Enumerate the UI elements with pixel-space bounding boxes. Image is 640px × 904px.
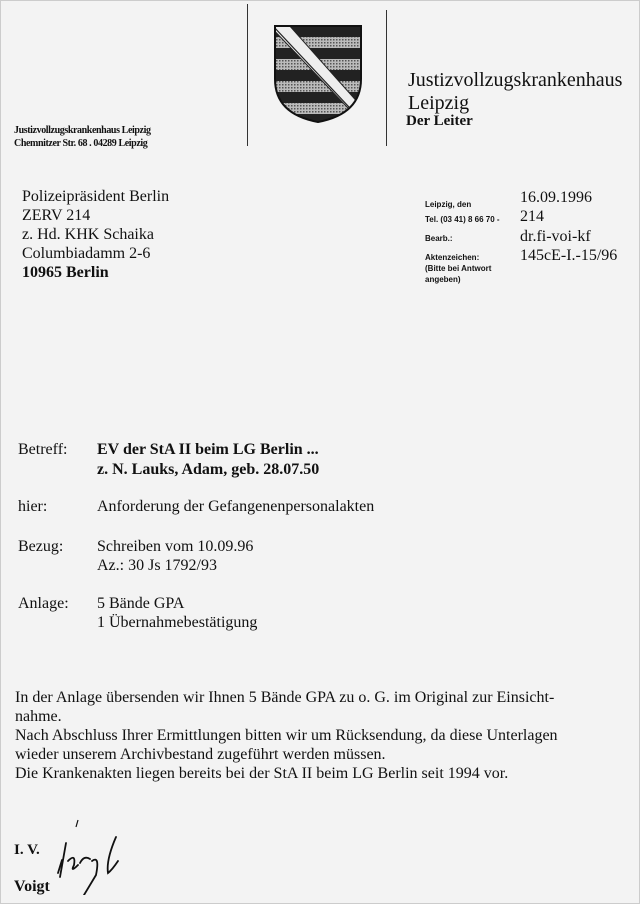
betreff-label: Betreff: [18, 441, 68, 458]
body-line: Die Krankenakten liegen bereits bei der StA II beim LG Berlin seit 1994 vor. [15, 765, 509, 782]
handwritten-signature [40, 815, 130, 895]
betreff-line-2: z. N. Lauks, Adam, geb. 28.07.50 [97, 461, 320, 478]
meta-value-phone-ext: 214 [520, 208, 544, 225]
meta-label: Aktenzeichen: [425, 253, 480, 262]
recipient-line: Polizeipräsident Berlin [22, 188, 170, 205]
body-line: wieder unserem Archivbestand zugeführt werden müssen. [15, 746, 386, 763]
betreff-line-1: EV der StA II beim LG Berlin ... [97, 441, 319, 458]
letter-body [15, 688, 558, 783]
meta-label: Tel. (03 41) 8 66 70 - [425, 215, 500, 224]
body-line: Nach Abschluss Ihrer Ermittlungen bitten wir um Rücksendung, da diese Unterlagen [15, 727, 558, 744]
meta-value-date: 16.09.1996 [520, 189, 592, 206]
institution-name: Justizvollzugskrankenhaus [408, 69, 623, 91]
anlage-line-2: 1 Übernahmebestätigung [97, 614, 258, 631]
institution-city: Leipzig [408, 92, 470, 114]
institution-role: Der Leiter [406, 113, 473, 129]
header-divider-left [247, 4, 248, 146]
signature-prefix: I. V. [14, 842, 40, 858]
meta-label: Bearb.: [425, 234, 453, 243]
recipient-line: 10965 Berlin [22, 264, 109, 281]
anlage-label: Anlage: [18, 595, 69, 612]
body-line: nahme. [15, 708, 62, 725]
recipient-line: Columbiadamm 2-6 [22, 245, 151, 262]
hier-label: hier: [18, 498, 48, 515]
body-line: In der Anlage übersenden wir Ihnen 5 Bände GPA zu o. G. im Original zur Einsicht- [15, 689, 555, 706]
header-divider-right [386, 10, 387, 146]
recipient-line: z. Hd. KHK Schaika [22, 226, 154, 243]
meta-value-clerk: dr.fi-voi-kf [520, 228, 591, 245]
anlage-line-1: 5 Bände GPA [97, 595, 185, 612]
meta-value-file-number: 145cE-I.-15/96 [520, 247, 618, 264]
signatory-name: Voigt [14, 878, 50, 895]
hier-text: Anforderung der Gefangenenpersonalakten [97, 498, 375, 515]
meta-label: Leipzig, den [425, 200, 472, 209]
bezug-line-2: Az.: 30 Js 1792/93 [97, 557, 217, 574]
coat-of-arms-seal [273, 24, 363, 124]
bezug-label: Bezug: [18, 538, 64, 555]
sender-line-1: Justizvollzugskrankenhaus Leipzig [14, 125, 151, 136]
meta-note: angeben) [425, 275, 461, 284]
recipient-line: ZERV 214 [22, 207, 91, 224]
recipient-address [22, 187, 169, 282]
sender-line-2: Chemnitzer Str. 68 . 04289 Leipzig [14, 138, 148, 149]
meta-note: (Bitte bei Antwort [425, 264, 492, 273]
bezug-line-1: Schreiben vom 10.09.96 [97, 538, 254, 555]
